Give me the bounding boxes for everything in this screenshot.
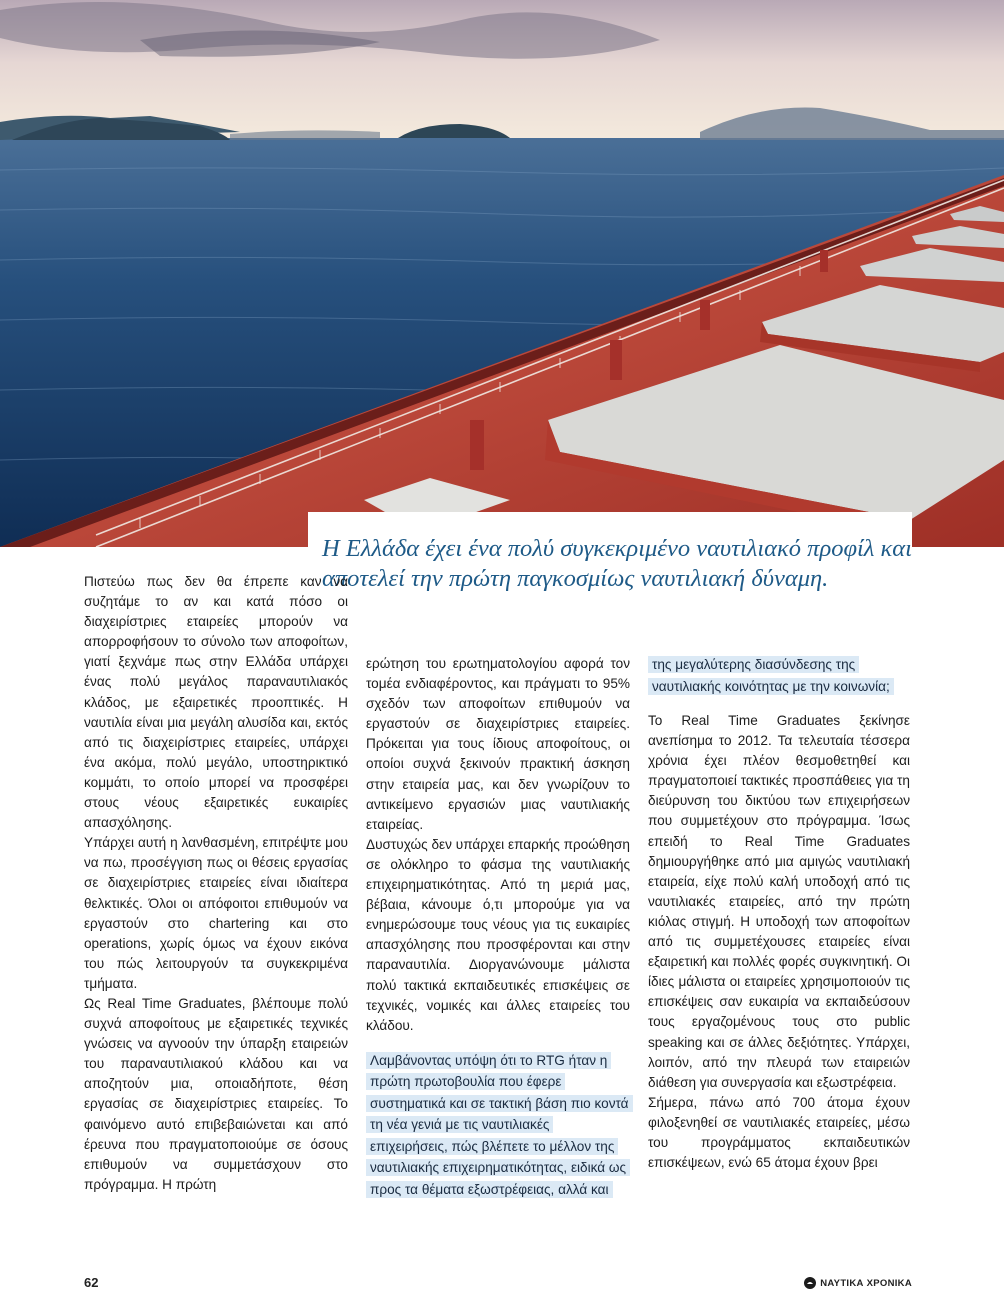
pull-quote — [308, 512, 912, 632]
column-1-paragraph-3: Ως Real Time Graduates, βλέπουμε πολύ συχνά αποφοίτους με εξαιρετικές τεχνικές γνώσεις να αγνοούν την ύπαρξη εταιρειών του παραναυτιλιακού κλάδου και να αποζητούν μια, οποιαδήποτε, θέση εργασίας σε διαχειρίστριες εταιρείες. Το φαινόμενο αυτό επιβεβαιώνεται και από έρευνα που πραγματοποιούμε σε όσους επιθυμούν να συμμετάσχουν στο πρόγραμμα. Η πρώτη — [84, 995, 348, 1192]
column-3 — [648, 654, 910, 1173]
interview-question-text: Λαμβάνοντας υπόψη ότι το RTG ήταν η πρώτη πρωτοβουλία που έφερε συστηματικά και σε τακτική βάση πιο κοντά τη νέα γενιά με τις ναυτιλιακές επιχειρήσεις, πώς βλέπετε το μέλλον της ναυτιλιακής επιχειρηματικότητας, ειδικά ως προς τα θέματα εξωστρέφειας, αλλά και — [366, 1052, 633, 1198]
interview-question-end-text: της μεγαλύτερης διασύνδεσης της ναυτιλιακής κοινότητας με την κοινωνία; — [648, 656, 894, 695]
magazine-brand — [804, 1277, 912, 1289]
magazine-name: ΝΑΥΤΙΚΑ ΧΡΟΝΙΚΑ — [820, 1277, 912, 1289]
magazine-logo-icon — [804, 1277, 816, 1289]
column-1-paragraph-2: Υπάρχει αυτή η λανθασμένη, επιτρέψτε μου να πω, προσέγγιση πως οι θέσεις εργασίας σε διαχειρίστριες εταιρείες είναι ιδιαίτερα θελκτικές. Όλοι οι απόφοιτοι επιθυμούν να εργαστούν στο chartering και στο operations, χωρίς όμως να έχουν εικόνα του πώς λειτουργούν τα συγκεκριμένα τμήματα. — [84, 835, 348, 991]
column-3-paragraph-1: Το Real Time Graduates ξεκίνησε ανεπίσημα το 2012. Τα τελευταία τέσσερα χρόνια έχει πλέον θεσμοθετηθεί και πραγματοποιεί τακτικές προσπάθειες για τη διεύρυνση του δικτύου των επιχειρήσεων που συμμετέχουν στο πρόγραμμα. Ίσως επειδή το Real Time Graduates δημιουργήθηκε από μια αμιγώς ναυτιλιακή εταιρεία, είχε πολύ καλή υποδοχή από τις ναυτιλιακές εταιρείες, από την πρώτη κιόλας στιγμή. Η υποδοχή των αποφοίτων από τις συμμετέχουσες εταιρείες είναι εξαιρετική και πολλές φορές συγκινητική. Οι ίδιες μάλιστα οι εταιρείες χρησιμοποιούν τις επισκέψεις σαν ευκαιρία να εκπαιδεύσουν τους εργαζομένους τους στο public speaking και σε άλλες δεξιότητες. Υπάρχει, λοιπόν, από την πλευρά των εταιρειών διάθεση για συνεργασία και εξωστρέφεια. — [648, 713, 910, 1090]
column-1 — [84, 572, 348, 1195]
column-2-paragraph-1: ερώτηση του ερωτηματολογίου αφορά τον τομέα ενδιαφέροντος, και πράγματι το 95% σχεδόν των αποφοίτων επιθυμούν να εργαστούν σε διαχειρίστριες εταιρείες. Πρόκειται για τους ίδιους αποφοίτους, οι οποίοι συχνά ξεκινούν πρακτική άσκηση στην εταιρεία μας, και δεν γνωρίζουν το αντικείμενο εργασιών μιας ναυτιλιακής εταιρείας. — [366, 656, 630, 832]
ship-deck-sea-image — [0, 0, 1004, 547]
page-number: 62 — [84, 1275, 99, 1290]
column-3-paragraph-2: Σήμερα, πάνω από 700 άτομα έχουν φιλοξενηθεί σε ναυτιλιακές εταιρείες, μέσω του προγράμματος εκπαιδευτικών επισκέψεων, ενώ 65 άτομα έχουν βρει — [648, 1094, 910, 1171]
header-photo — [0, 0, 1004, 547]
pull-quote-text: Η Ελλάδα έχει ένα πολύ συγκεκριμένο ναυτιλιακό προφίλ και αποτελεί την πρώτη παγκοσμίως ναυτιλιακή δύναμη. — [322, 535, 912, 592]
column-2 — [366, 654, 630, 1200]
interview-question — [366, 1050, 630, 1201]
column-1-paragraph-1: Πιστεύω πως δεν θα έπρεπε καν να συζητάμε το αν και κατά πόσο οι διαχειρίστριες εταιρείες μπορούν να απορροφήσουν το σύνολο των αποφοίτων, γιατί ξεχνάμε πως στην Ελλάδα υπάρχει ένας πολύ μεγάλος παραναυτιλιακός κλάδος, με εξαιρετικές προοπτικές. Η ναυτιλία είναι μια μεγάλη αλυσίδα και, εκτός από τις διαχειρίστριες εταιρείες, υπάρχει ένα ακόμα, πολύ μεγάλο, υποστηρικτικό κομμάτι, το οποίο μπορεί να προσφέρει στους νέους εξαιρετικές ευκαιρίες απασχόλησης. — [84, 574, 348, 831]
column-2-paragraph-2: Δυστυχώς δεν υπάρχει επαρκής προώθηση σε ολόκληρο το φάσμα της ναυτιλιακής επιχειρηματικότητας. Από τη μεριά μας, βέβαια, κάνουμε ό,τι μπορούμε για να ενημερώσουμε τους νέους για τις ευκαιρίες απασχόλησης που προσφέρονται και στην παραναυτιλία. Διοργανώνουμε μάλιστα πολύ τακτικά εκπαιδευτικές επισκέψεις σε τεχνικές, νομικές και άλλες εταιρείες του κλάδου. — [366, 836, 630, 1033]
interview-question-continued — [648, 654, 910, 697]
